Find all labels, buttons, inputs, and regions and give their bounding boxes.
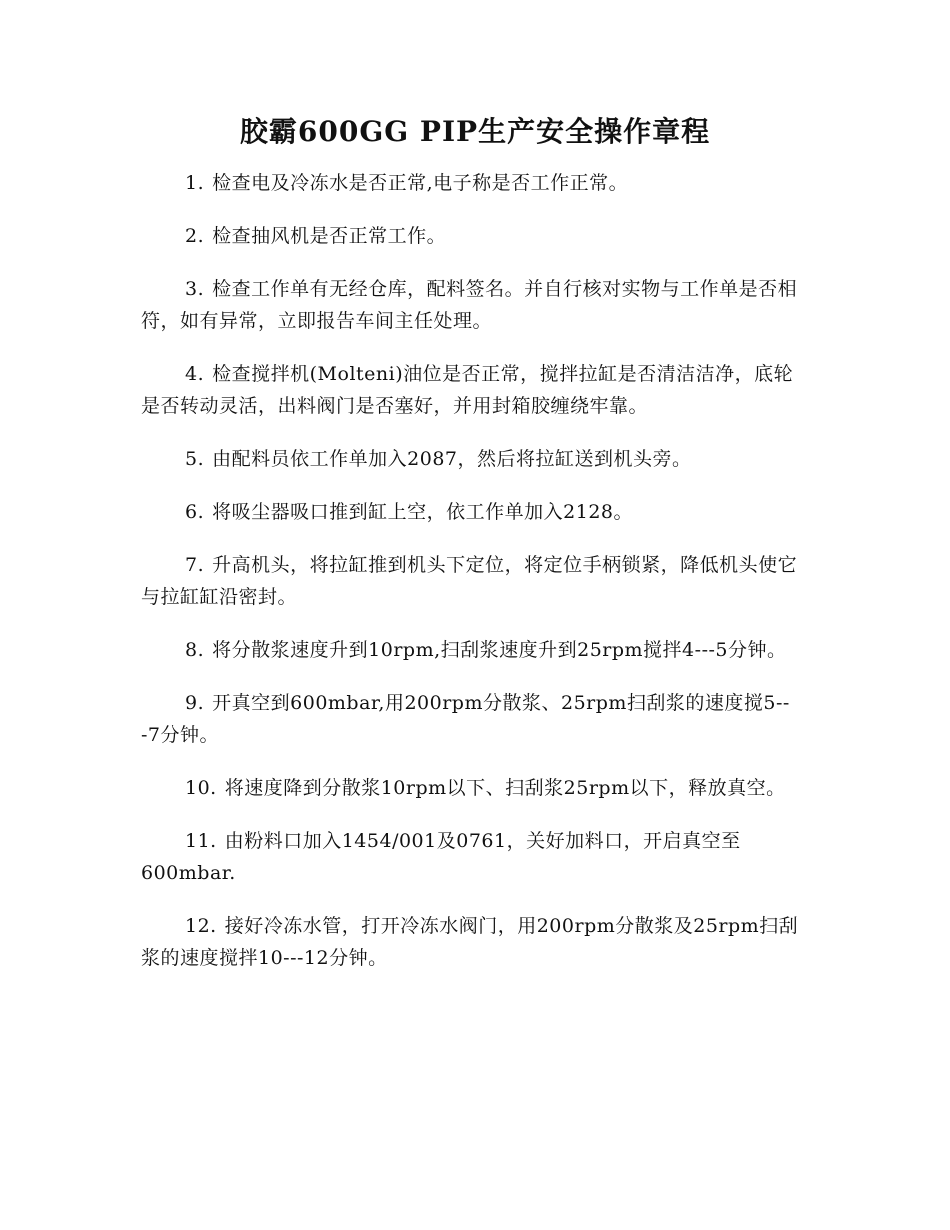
step-item — [141, 220, 809, 252]
step-number: 8. — [185, 639, 205, 661]
step-number: 1. — [185, 172, 205, 194]
step-number: 12. — [185, 915, 217, 937]
step-number: 5. — [185, 448, 205, 470]
step-item — [141, 687, 809, 751]
step-number: 6. — [185, 501, 205, 523]
step-number: 7. — [185, 554, 205, 576]
step-item — [141, 549, 809, 613]
step-text: 将分散浆速度升到10rpm,扫刮浆速度升到25rpm搅拌4---5分钟。 — [212, 639, 787, 661]
step-item — [141, 910, 809, 974]
step-item — [141, 772, 809, 804]
step-text: 检查搅拌机(Molteni)油位是否正常，搅拌拉缸是否清洁洁净，底轮是否转动灵活，出料阀门是否塞好，并用封箱胶缠绕牢靠。 — [141, 363, 794, 417]
page-title: 胶霸600GG PIP生产安全操作章程 — [239, 115, 711, 148]
step-item — [141, 825, 809, 889]
step-number: 11. — [185, 830, 217, 852]
step-number: 4. — [185, 363, 205, 385]
step-text: 检查工作单有无经仓库，配料签名。并自行核对实物与工作单是否相符，如有异常，立即报告车间主任处理。 — [141, 278, 798, 332]
step-number: 2. — [185, 225, 205, 247]
step-text: 将速度降到分散浆10rpm以下、扫刮浆25rpm以下，释放真空。 — [224, 777, 786, 799]
step-text: 将吸尘器吸口推到缸上空，依工作单加入2128。 — [212, 501, 633, 523]
step-item — [141, 273, 809, 337]
step-item — [141, 358, 809, 422]
step-number: 9. — [185, 692, 205, 714]
step-text: 升高机头，将拉缸推到机头下定位，将定位手柄锁紧，降低机头使它与拉缸缸沿密封。 — [141, 554, 798, 608]
steps-list — [141, 167, 809, 995]
step-text: 检查电及冷冻水是否正常,电子称是否工作正常。 — [212, 172, 629, 194]
step-text: 开真空到600mbar,用200rpm分散浆、25rpm扫刮浆的速度搅5---7分钟。 — [141, 692, 790, 746]
step-item — [141, 167, 809, 199]
step-number: 10. — [185, 777, 217, 799]
step-text: 由配料员依工作单加入2087，然后将拉缸送到机头旁。 — [212, 448, 692, 470]
step-text: 接好冷冻水管，打开冷冻水阀门，用200rpm分散浆及25rpm扫刮浆的速度搅拌10---12分钟。 — [141, 915, 799, 969]
step-item — [141, 443, 809, 475]
step-text: 检查抽风机是否正常工作。 — [212, 225, 447, 247]
step-number: 3. — [185, 278, 205, 300]
step-text: 由粉料口加入1454/001及0761，关好加料口，开启真空至600mbar. — [141, 830, 741, 884]
step-item — [141, 496, 809, 528]
step-item — [141, 634, 809, 666]
